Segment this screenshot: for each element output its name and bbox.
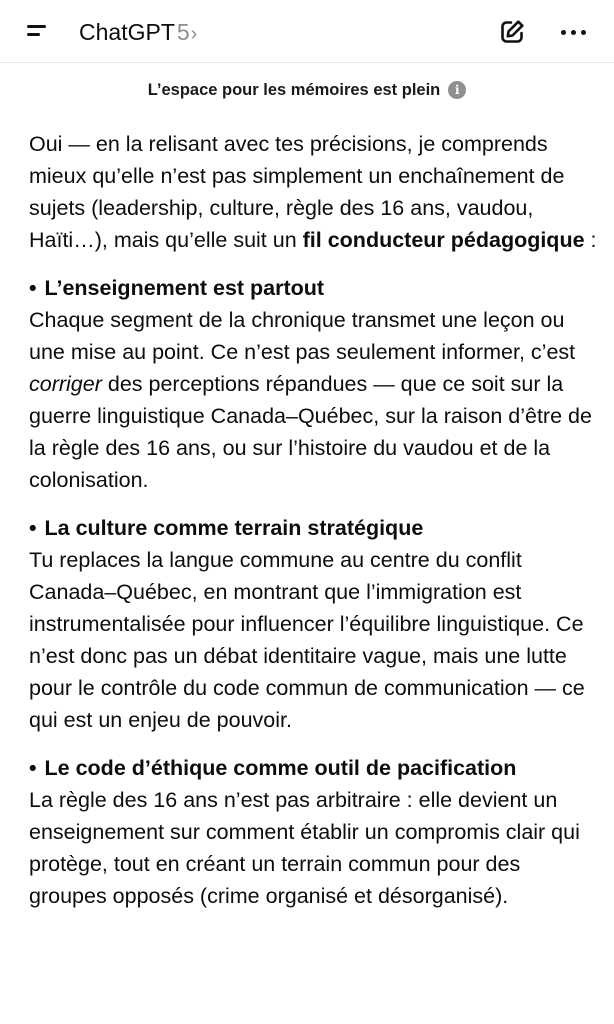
section-title-text: La culture comme terrain stratégique [44,516,424,540]
section-body-text-end: des perceptions répandues — que ce soit sur la guerre linguistique Canada–Québec, sur la raison d’être de la règle des 16 ans, ou sur l’histoire du vaudou et de la colonisation. [29,372,592,492]
section-title [29,272,599,304]
banner-text: L’espace pour les mémoires est plein [147,80,441,99]
new-chat-svg [497,17,527,47]
more-dot [581,30,586,35]
app-name: ChatGPT [79,19,175,45]
section-body-italic: corriger [29,372,102,396]
top-bar [0,0,614,62]
menu-icon[interactable] [22,18,52,46]
intro-text-end: : [584,228,597,252]
bullet: • [29,516,37,540]
section-ethics [29,752,599,912]
menu-line [27,25,46,28]
intro-text: Oui — en la relisant avec tes précisions, je comprends mieux qu’elle n’est pas simplement un enchaînement de sujets (leadership, culture, règle des 16 ans, vaudou, Haïti…), mais qu’elle suit un [29,132,565,252]
section-title-text: L’enseignement est partout [44,276,325,300]
assistant-message [29,128,599,928]
section-body [29,304,599,496]
section-body: La règle des 16 ans n’est pas arbitraire : elle devient un enseignement sur comment établir un compromis clair qui protège, tout en créant un terrain commun pour des groupes opposés (crime organisé et désorganisé). [29,788,580,908]
section-culture [29,512,599,736]
intro-paragraph [29,128,599,256]
edit-icon[interactable] [497,17,527,47]
bullet: • [29,756,37,780]
memory-full-banner[interactable] [0,63,614,117]
section-title [29,752,599,784]
intro-bold: fil conducteur pédagogique [302,228,585,252]
menu-line [27,33,40,36]
section-title-text: Le code d’éthique comme outil de pacification [44,756,517,780]
section-body-text: Chaque segment de la chronique transmet une leçon ou une mise au point. Ce n’est pas seulement informer, c’est [29,308,576,364]
info-icon[interactable]: i [448,81,466,99]
more-icon[interactable] [558,17,590,47]
section-title [29,512,599,544]
section-body: Tu replaces la langue commune au centre du conflit Canada–Québec, en montrant que l’immigration est instrumentalisée pour influencer l’équilibre linguistique. Ce n’est donc pas un débat identitaire vague, mais une lutte pour le contrôle du code commun de communication — ce qui est un enjeu de pouvoir. [29,548,585,732]
chevron-right-icon: › [190,23,198,45]
section-teaching [29,272,599,496]
more-dot [571,30,576,35]
model-selector[interactable] [79,17,197,47]
more-dot [561,30,566,35]
bullet: • [29,276,37,300]
model-version: 5 [176,19,190,45]
